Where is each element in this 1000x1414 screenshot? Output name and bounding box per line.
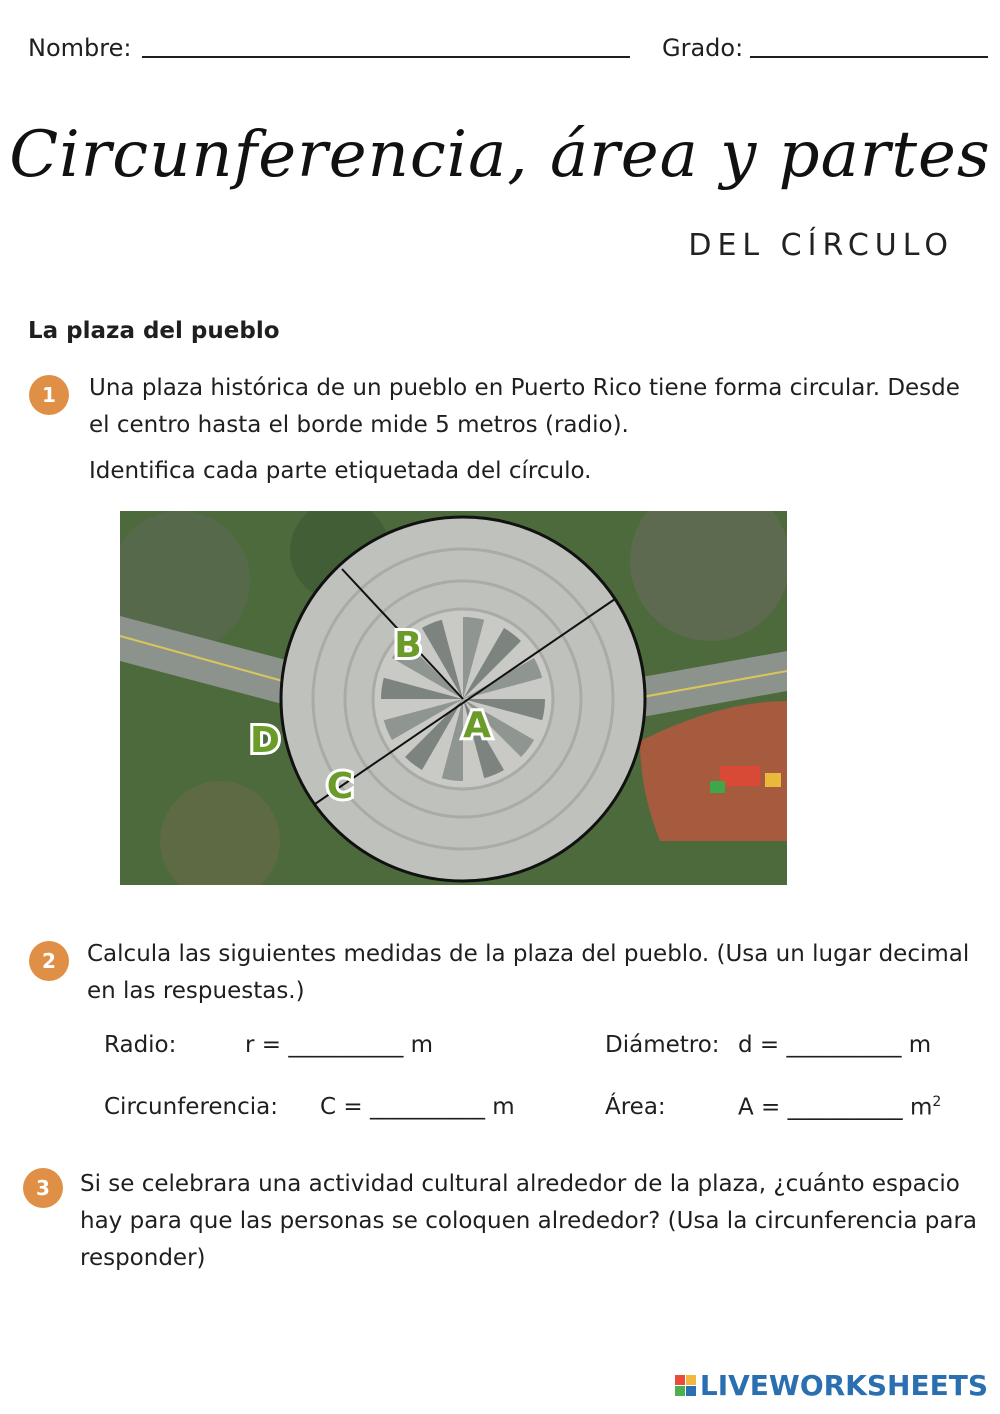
label-d: D [250,720,280,761]
diametro-answer-field[interactable]: d = __________ m [738,1032,932,1058]
logo-mark-icon [675,1375,696,1396]
question-3-text: Si se celebrara una actividad cultural alrededor de la plaza, ¿cuánto espacio hay para que las personas se coloquen alrededor? (Usa la circunferencia para responder) [80,1171,977,1271]
logo-square [675,1375,685,1385]
label-c: C [326,766,354,807]
radio-label: Radio: [104,1032,177,1058]
label-b: B [394,625,422,666]
label-a: A [463,705,491,746]
logo-text: LIVEWORKSHEETS [699,1369,988,1402]
circunferencia-label: Circunferencia: [104,1094,279,1120]
worksheet-subtitle: DEL CÍRCULO [688,228,954,263]
name-field[interactable] [142,56,630,58]
question-1-text: Una plaza histórica de un pueblo en Puerto Rico tiene forma circular. Desde el centro hasta el borde mide 5 metros (radio). [89,375,960,438]
grade-label: Grado: [662,34,744,62]
area-label: Área: [605,1094,666,1120]
question-1-instruction: Identifica cada parte etiquetada del círculo. [89,458,592,484]
playground-structure [720,766,760,786]
question-number-1: 1 [29,375,69,415]
area-exponent: 2 [932,1094,942,1110]
radio-answer-field[interactable]: r = __________ m [245,1032,434,1058]
section-title: La plaza del pueblo [28,318,280,344]
logo-square [686,1386,696,1396]
diametro-label: Diámetro: [605,1032,720,1058]
question-number-3: 3 [23,1168,63,1208]
plaza-aerial-image [120,511,787,885]
area-expr: A = __________ m [738,1094,933,1121]
logo-square [686,1375,696,1385]
name-label: Nombre: [28,34,132,62]
logo-square [675,1386,685,1396]
area-answer-field[interactable] [738,1094,941,1121]
liveworksheets-logo [675,1369,988,1402]
plaza-aerial-figure [120,511,787,885]
question-2-text: Calcula las siguientes medidas de la plaza del pueblo. (Usa un lugar decimal en las respuestas.) [87,941,970,1004]
circunferencia-answer-field[interactable]: C = __________ m [320,1094,515,1120]
grade-field[interactable] [750,56,988,58]
playground-structure [710,781,725,793]
worksheet-title: Circunferencia, área y partes [9,118,991,192]
question-number-2: 2 [29,941,69,981]
playground-structure [765,773,781,787]
